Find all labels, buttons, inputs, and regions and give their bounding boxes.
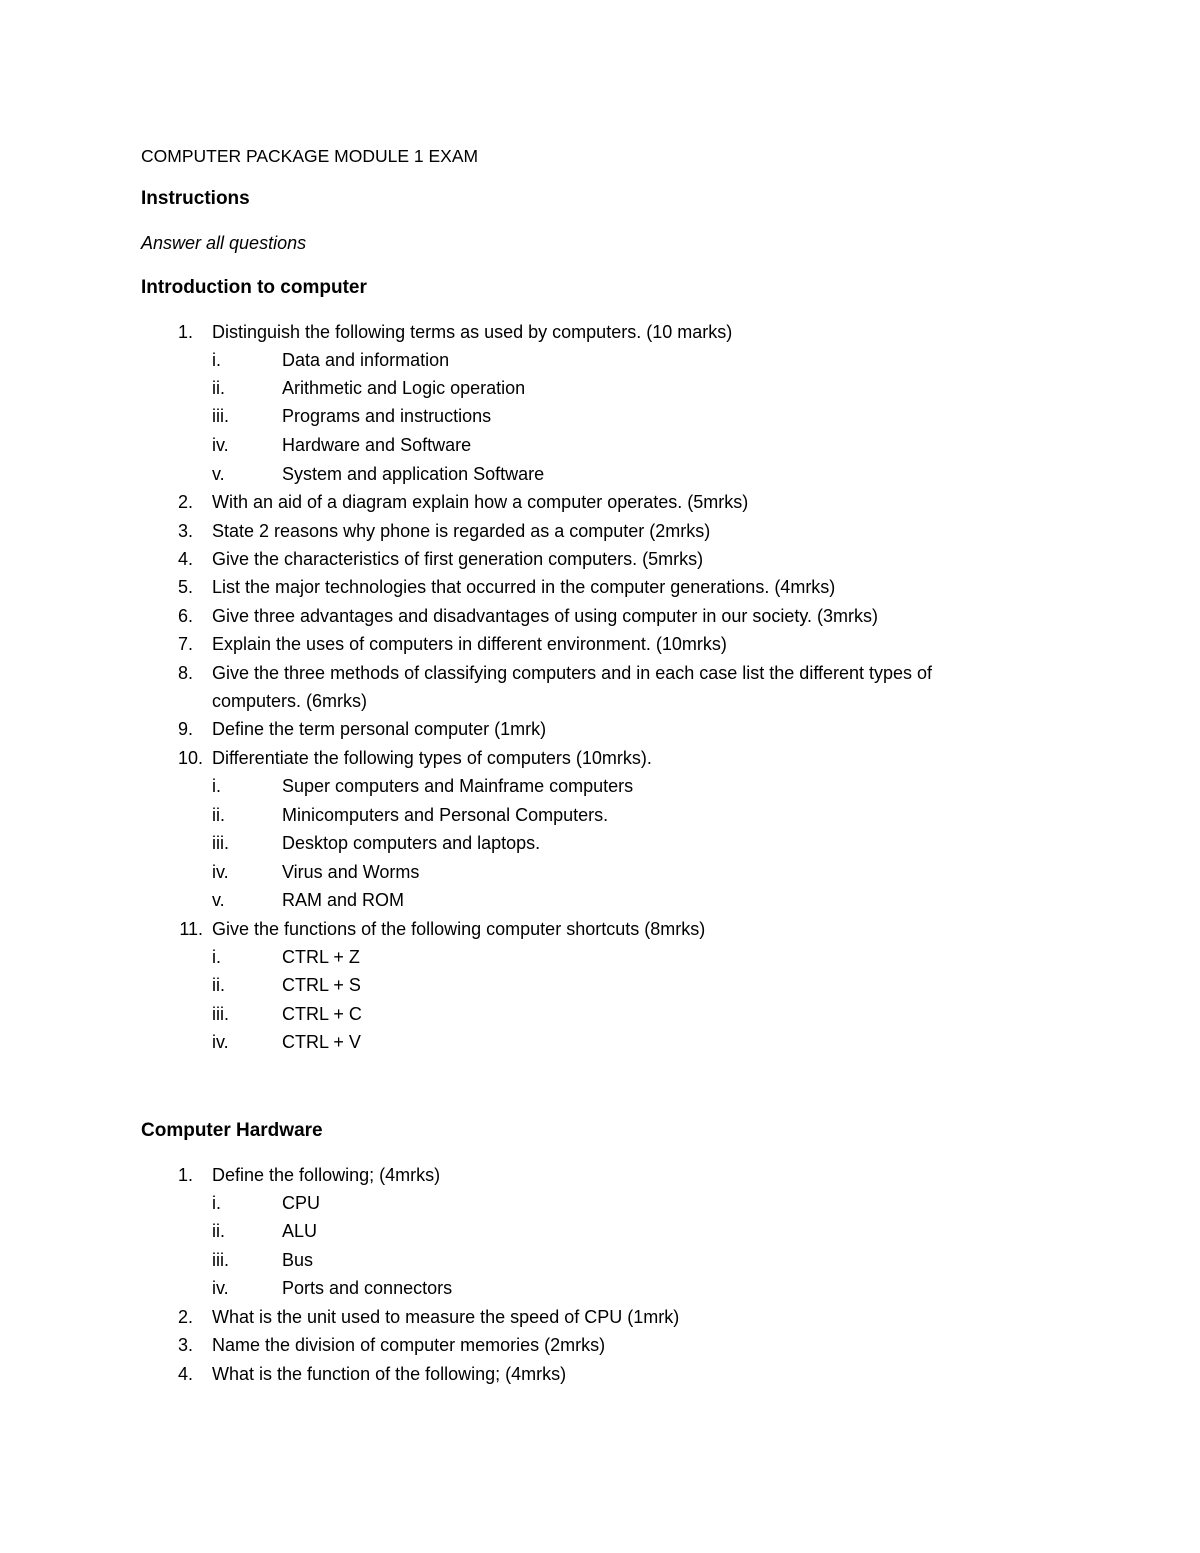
- question-text: What is the unit used to measure the speed of CPU (1mrk): [212, 1307, 680, 1327]
- question-text: Distinguish the following terms as used by computers. (10 marks): [212, 322, 733, 342]
- question-text: Name the division of computer memories (2mrks): [212, 1335, 606, 1355]
- sub-item-number: iii.: [212, 833, 229, 853]
- sub-item-number: ii.: [212, 378, 225, 398]
- question-text: Define the following; (4mrks): [212, 1165, 441, 1185]
- sub-item-text: CTRL + V: [282, 1032, 361, 1052]
- question-number: 2.: [177, 492, 193, 512]
- sub-item-number: i.: [212, 350, 221, 370]
- question-text: Give the functions of the following computer shortcuts (8mrks): [212, 919, 706, 939]
- question-text: What is the function of the following; (4mrks): [212, 1364, 567, 1384]
- question-number: 1.: [177, 322, 193, 342]
- question-text: With an aid of a diagram explain how a computer operates. (5mrks): [212, 492, 749, 512]
- sub-item-number: iii.: [212, 1004, 229, 1024]
- question-number: 3.: [177, 521, 193, 541]
- sub-item-number: iv.: [212, 1278, 229, 1298]
- question-number: 1.: [177, 1165, 193, 1185]
- document-title: COMPUTER PACKAGE MODULE 1 EXAM: [141, 146, 479, 166]
- sub-item-text: Super computers and Mainframe computers: [282, 776, 634, 796]
- sub-item-number: i.: [212, 1193, 221, 1213]
- sub-item-text: ALU: [282, 1221, 318, 1241]
- question-number: 2.: [177, 1307, 193, 1327]
- question-text: Differentiate the following types of computers (10mrks).: [212, 748, 652, 768]
- question-text: Give three advantages and disadvantages of using computer in our society. (3mrks): [212, 606, 879, 626]
- question-number: 4.: [177, 1364, 193, 1384]
- question-text: List the major technologies that occurred in the computer generations. (4mrks): [212, 577, 836, 597]
- question-text: Define the term personal computer (1mrk): [212, 719, 547, 739]
- sub-item-text: CTRL + C: [282, 1004, 362, 1024]
- question-text: Give the characteristics of first generation computers. (5mrks): [212, 549, 704, 569]
- sub-item-number: i.: [212, 776, 221, 796]
- sub-item-text: Data and information: [282, 350, 450, 370]
- sub-item-text: RAM and ROM: [282, 890, 405, 910]
- question-number: 5.: [177, 577, 193, 597]
- question-number: 3.: [177, 1335, 193, 1355]
- sub-item-text: System and application Software: [282, 464, 545, 484]
- question-number: 9.: [177, 719, 193, 739]
- sub-item-number: v.: [212, 890, 225, 910]
- section-heading-hardware: Computer Hardware: [141, 1120, 323, 1141]
- sub-item-number: v.: [212, 464, 225, 484]
- sub-item-text: Bus: [282, 1250, 314, 1270]
- sub-item-text: CTRL + S: [282, 975, 361, 995]
- sub-item-number: ii.: [212, 975, 225, 995]
- sub-item-text: Ports and connectors: [282, 1278, 453, 1298]
- sub-item-number: iii.: [212, 406, 229, 426]
- sub-item-number: iii.: [212, 1250, 229, 1270]
- sub-item-number: ii.: [212, 1221, 225, 1241]
- sub-item-number: ii.: [212, 805, 225, 825]
- sub-item-text: Hardware and Software: [282, 435, 472, 455]
- sub-item-text: Programs and instructions: [282, 406, 492, 426]
- sub-item-text: Virus and Worms: [282, 862, 420, 882]
- sub-item-number: iv.: [212, 862, 229, 882]
- instructions-text: Answer all questions: [141, 233, 307, 253]
- question-text: Give the three methods of classifying computers and in each case list the different types of: [212, 663, 933, 683]
- instructions-heading: Instructions: [141, 188, 250, 209]
- question-number: 11.: [179, 919, 203, 939]
- question-text-continued: computers. (6mrks): [212, 691, 368, 711]
- question-number: 8.: [177, 663, 193, 683]
- sub-item-number: iv.: [212, 1032, 229, 1052]
- sub-item-text: Arithmetic and Logic operation: [282, 378, 526, 398]
- sub-item-text: CTRL + Z: [282, 947, 360, 967]
- question-number: 10.: [177, 748, 203, 768]
- question-text: Explain the uses of computers in different environment. (10mrks): [212, 634, 727, 654]
- sub-item-text: CPU: [282, 1193, 321, 1213]
- question-text: State 2 reasons why phone is regarded as a computer (2mrks): [212, 521, 711, 541]
- question-number: 6.: [177, 606, 193, 626]
- question-number: 4.: [177, 549, 193, 569]
- sub-item-text: Minicomputers and Personal Computers.: [282, 805, 609, 825]
- question-number: 7.: [177, 634, 193, 654]
- sub-item-text: Desktop computers and laptops.: [282, 833, 541, 853]
- section-heading-introduction: Introduction to computer: [141, 277, 367, 298]
- sub-item-number: iv.: [212, 435, 229, 455]
- sub-item-number: i.: [212, 947, 221, 967]
